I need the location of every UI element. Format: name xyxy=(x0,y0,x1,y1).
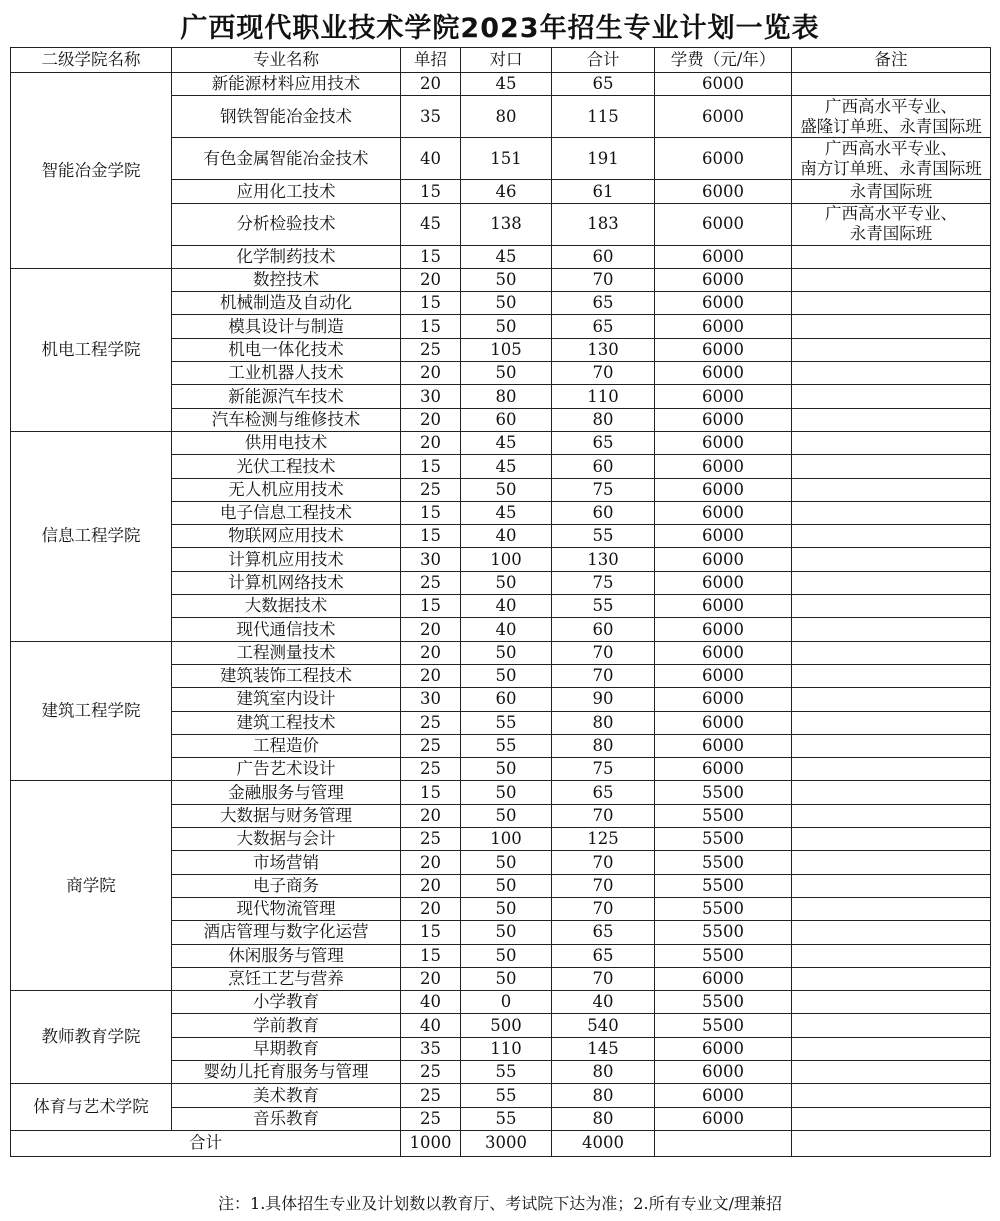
major-name: 新能源汽车技术 xyxy=(172,385,401,408)
remarks xyxy=(792,991,991,1014)
college-name: 智能冶金学院 xyxy=(11,73,172,269)
remarks xyxy=(792,1060,991,1083)
remarks xyxy=(792,180,991,203)
header-duikou: 对口 xyxy=(461,48,552,73)
danzhao-count: 35 xyxy=(401,1037,461,1060)
danzhao-count: 20 xyxy=(401,967,461,990)
remarks xyxy=(792,385,991,408)
total-count: 70 xyxy=(552,664,655,687)
remarks xyxy=(792,455,991,478)
tuition-fee: 5500 xyxy=(655,921,792,944)
table-row xyxy=(11,991,991,1014)
major-name: 钢铁智能冶金技术 xyxy=(172,96,401,138)
danzhao-count: 15 xyxy=(401,292,461,315)
total-count: 75 xyxy=(552,758,655,781)
duikou-count: 50 xyxy=(461,804,552,827)
duikou-count: 45 xyxy=(461,431,552,454)
total-count: 55 xyxy=(552,525,655,548)
summary-fee-empty xyxy=(655,1130,792,1156)
remarks xyxy=(792,73,991,96)
danzhao-count: 15 xyxy=(401,525,461,548)
total-count: 183 xyxy=(552,203,655,245)
total-count: 65 xyxy=(552,781,655,804)
remark-line: 永青国际班 xyxy=(849,224,933,244)
major-name: 现代通信技术 xyxy=(172,618,401,641)
total-count: 65 xyxy=(552,315,655,338)
tuition-fee: 6000 xyxy=(655,203,792,245)
tuition-fee: 6000 xyxy=(655,1107,792,1130)
major-name: 广告艺术设计 xyxy=(172,758,401,781)
remarks xyxy=(792,711,991,734)
remarks xyxy=(792,688,991,711)
duikou-count: 55 xyxy=(461,1107,552,1130)
remarks xyxy=(792,828,991,851)
duikou-count: 45 xyxy=(461,245,552,268)
total-count: 191 xyxy=(552,138,655,180)
danzhao-count: 15 xyxy=(401,781,461,804)
danzhao-count: 15 xyxy=(401,245,461,268)
college-name: 机电工程学院 xyxy=(11,268,172,431)
danzhao-count: 15 xyxy=(401,921,461,944)
total-count: 65 xyxy=(552,292,655,315)
major-name: 小学教育 xyxy=(172,991,401,1014)
duikou-count: 138 xyxy=(461,203,552,245)
duikou-count: 151 xyxy=(461,138,552,180)
remarks xyxy=(792,292,991,315)
remarks xyxy=(792,1037,991,1060)
duikou-count: 45 xyxy=(461,455,552,478)
tuition-fee: 6000 xyxy=(655,338,792,361)
total-count: 60 xyxy=(552,455,655,478)
major-name: 电子商务 xyxy=(172,874,401,897)
college-name: 信息工程学院 xyxy=(11,431,172,641)
remark-line: 广西高水平专业、 xyxy=(825,204,957,224)
remarks xyxy=(792,967,991,990)
tuition-fee: 6000 xyxy=(655,501,792,524)
summary-label: 合计 xyxy=(11,1130,401,1156)
major-name: 休闲服务与管理 xyxy=(172,944,401,967)
tuition-fee: 5500 xyxy=(655,874,792,897)
major-name: 电子信息工程技术 xyxy=(172,501,401,524)
tuition-fee: 6000 xyxy=(655,1037,792,1060)
major-name: 婴幼儿托育服务与管理 xyxy=(172,1060,401,1083)
duikou-count: 50 xyxy=(461,362,552,385)
total-count: 70 xyxy=(552,268,655,291)
tuition-fee: 6000 xyxy=(655,455,792,478)
table-row xyxy=(11,268,991,291)
duikou-count: 110 xyxy=(461,1037,552,1060)
remark-line: 南方订单班、永青国际班 xyxy=(800,158,982,178)
danzhao-count: 30 xyxy=(401,385,461,408)
danzhao-count: 20 xyxy=(401,874,461,897)
remarks xyxy=(792,618,991,641)
remarks xyxy=(792,921,991,944)
duikou-count: 50 xyxy=(461,268,552,291)
tuition-fee: 6000 xyxy=(655,431,792,454)
danzhao-count: 40 xyxy=(401,1014,461,1037)
duikou-count: 40 xyxy=(461,618,552,641)
danzhao-count: 20 xyxy=(401,664,461,687)
danzhao-count: 15 xyxy=(401,455,461,478)
total-count: 60 xyxy=(552,245,655,268)
total-count: 80 xyxy=(552,1084,655,1107)
duikou-count: 45 xyxy=(461,73,552,96)
tuition-fee: 6000 xyxy=(655,315,792,338)
danzhao-count: 25 xyxy=(401,1107,461,1130)
remarks xyxy=(792,338,991,361)
major-name: 分析检验技术 xyxy=(172,203,401,245)
tuition-fee: 6000 xyxy=(655,595,792,618)
tuition-fee: 5500 xyxy=(655,991,792,1014)
tuition-fee: 6000 xyxy=(655,292,792,315)
total-count: 70 xyxy=(552,362,655,385)
remarks xyxy=(792,664,991,687)
tuition-fee: 6000 xyxy=(655,571,792,594)
total-count: 90 xyxy=(552,688,655,711)
tuition-fee: 5500 xyxy=(655,781,792,804)
total-count: 65 xyxy=(552,921,655,944)
danzhao-count: 15 xyxy=(401,315,461,338)
remarks xyxy=(792,595,991,618)
total-count: 80 xyxy=(552,1107,655,1130)
danzhao-count: 30 xyxy=(401,548,461,571)
major-name: 建筑工程技术 xyxy=(172,711,401,734)
danzhao-count: 15 xyxy=(401,944,461,967)
tuition-fee: 6000 xyxy=(655,618,792,641)
duikou-count: 50 xyxy=(461,292,552,315)
table-row xyxy=(11,781,991,804)
total-count: 60 xyxy=(552,618,655,641)
header-major: 专业名称 xyxy=(172,48,401,73)
summary-total: 4000 xyxy=(552,1130,655,1156)
danzhao-count: 20 xyxy=(401,362,461,385)
remarks xyxy=(792,734,991,757)
remarks xyxy=(792,851,991,874)
duikou-count: 50 xyxy=(461,944,552,967)
remarks xyxy=(792,1107,991,1130)
major-name: 酒店管理与数字化运营 xyxy=(172,921,401,944)
remark-line: 盛隆订单班、永青国际班 xyxy=(800,116,982,136)
total-count: 75 xyxy=(552,478,655,501)
total-count: 60 xyxy=(552,501,655,524)
total-count: 80 xyxy=(552,1060,655,1083)
total-count: 70 xyxy=(552,897,655,920)
tuition-fee: 5500 xyxy=(655,897,792,920)
duikou-count: 50 xyxy=(461,641,552,664)
duikou-count: 50 xyxy=(461,664,552,687)
duikou-count: 105 xyxy=(461,338,552,361)
remark-line: 永青国际班 xyxy=(849,181,933,201)
tuition-fee: 6000 xyxy=(655,245,792,268)
major-name: 应用化工技术 xyxy=(172,180,401,203)
remarks xyxy=(792,571,991,594)
duikou-count: 50 xyxy=(461,571,552,594)
major-name: 早期教育 xyxy=(172,1037,401,1060)
tuition-fee: 6000 xyxy=(655,385,792,408)
table-row xyxy=(11,641,991,664)
danzhao-count: 25 xyxy=(401,478,461,501)
major-name: 汽车检测与维修技术 xyxy=(172,408,401,431)
duikou-count: 50 xyxy=(461,874,552,897)
tuition-fee: 6000 xyxy=(655,758,792,781)
total-count: 70 xyxy=(552,804,655,827)
duikou-count: 50 xyxy=(461,478,552,501)
remarks xyxy=(792,203,991,245)
remarks xyxy=(792,758,991,781)
major-name: 模具设计与制造 xyxy=(172,315,401,338)
danzhao-count: 20 xyxy=(401,641,461,664)
remarks xyxy=(792,315,991,338)
total-count: 70 xyxy=(552,874,655,897)
total-count: 61 xyxy=(552,180,655,203)
danzhao-count: 25 xyxy=(401,1084,461,1107)
duikou-count: 80 xyxy=(461,385,552,408)
total-count: 40 xyxy=(552,991,655,1014)
total-count: 130 xyxy=(552,338,655,361)
tuition-fee: 6000 xyxy=(655,1060,792,1083)
tuition-fee: 5500 xyxy=(655,804,792,827)
duikou-count: 55 xyxy=(461,1060,552,1083)
tuition-fee: 5500 xyxy=(655,828,792,851)
tuition-fee: 6000 xyxy=(655,268,792,291)
danzhao-count: 20 xyxy=(401,897,461,920)
danzhao-count: 25 xyxy=(401,338,461,361)
danzhao-count: 40 xyxy=(401,138,461,180)
tuition-fee: 6000 xyxy=(655,548,792,571)
summary-row xyxy=(11,1130,991,1156)
remarks xyxy=(792,408,991,431)
page-title: 广西现代职业技术学院2023年招生专业计划一览表 xyxy=(180,13,820,44)
total-count: 55 xyxy=(552,595,655,618)
tuition-fee: 5500 xyxy=(655,851,792,874)
tuition-fee: 6000 xyxy=(655,478,792,501)
duikou-count: 40 xyxy=(461,525,552,548)
duikou-count: 55 xyxy=(461,1084,552,1107)
tuition-fee: 6000 xyxy=(655,711,792,734)
major-name: 大数据技术 xyxy=(172,595,401,618)
total-count: 65 xyxy=(552,73,655,96)
summary-danzhao: 1000 xyxy=(401,1130,461,1156)
enrollment-plan-table xyxy=(10,47,991,1157)
remarks xyxy=(792,548,991,571)
major-name: 建筑室内设计 xyxy=(172,688,401,711)
duikou-count: 50 xyxy=(461,921,552,944)
danzhao-count: 25 xyxy=(401,711,461,734)
duikou-count: 100 xyxy=(461,828,552,851)
danzhao-count: 25 xyxy=(401,758,461,781)
table-body xyxy=(11,73,991,1131)
duikou-count: 50 xyxy=(461,897,552,920)
tuition-fee: 5500 xyxy=(655,944,792,967)
tuition-fee: 6000 xyxy=(655,734,792,757)
remark-line: 广西高水平专业、 xyxy=(825,97,957,116)
table-row xyxy=(11,73,991,96)
duikou-count: 50 xyxy=(461,781,552,804)
total-count: 80 xyxy=(552,408,655,431)
tuition-fee: 6000 xyxy=(655,408,792,431)
duikou-count: 45 xyxy=(461,501,552,524)
duikou-count: 46 xyxy=(461,180,552,203)
tuition-fee: 6000 xyxy=(655,362,792,385)
total-count: 65 xyxy=(552,431,655,454)
duikou-count: 40 xyxy=(461,595,552,618)
total-count: 65 xyxy=(552,944,655,967)
remarks xyxy=(792,525,991,548)
header-notes: 备注 xyxy=(792,48,991,73)
remarks xyxy=(792,96,991,138)
header-college: 二级学院名称 xyxy=(11,48,172,73)
danzhao-count: 45 xyxy=(401,203,461,245)
tuition-fee: 6000 xyxy=(655,641,792,664)
college-name: 教师教育学院 xyxy=(11,991,172,1084)
major-name: 数控技术 xyxy=(172,268,401,291)
total-count: 70 xyxy=(552,967,655,990)
major-name: 建筑装饰工程技术 xyxy=(172,664,401,687)
major-name: 音乐教育 xyxy=(172,1107,401,1130)
header-fee: 学费（元/年） xyxy=(655,48,792,73)
summary-notes-empty xyxy=(792,1130,991,1156)
total-count: 115 xyxy=(552,96,655,138)
danzhao-count: 15 xyxy=(401,595,461,618)
danzhao-count: 35 xyxy=(401,96,461,138)
tuition-fee: 6000 xyxy=(655,967,792,990)
danzhao-count: 20 xyxy=(401,408,461,431)
college-name: 体育与艺术学院 xyxy=(11,1084,172,1131)
remarks xyxy=(792,897,991,920)
remarks xyxy=(792,431,991,454)
total-count: 70 xyxy=(552,641,655,664)
major-name: 工程测量技术 xyxy=(172,641,401,664)
remark-line: 广西高水平专业、 xyxy=(825,139,957,158)
major-name: 市场营销 xyxy=(172,851,401,874)
remarks xyxy=(792,268,991,291)
total-count: 80 xyxy=(552,711,655,734)
danzhao-count: 25 xyxy=(401,571,461,594)
duikou-count: 80 xyxy=(461,96,552,138)
remarks xyxy=(792,641,991,664)
major-name: 机械制造及自动化 xyxy=(172,292,401,315)
duikou-count: 500 xyxy=(461,1014,552,1037)
duikou-count: 50 xyxy=(461,315,552,338)
danzhao-count: 20 xyxy=(401,804,461,827)
duikou-count: 55 xyxy=(461,734,552,757)
major-name: 学前教育 xyxy=(172,1014,401,1037)
major-name: 计算机应用技术 xyxy=(172,548,401,571)
danzhao-count: 20 xyxy=(401,73,461,96)
danzhao-count: 25 xyxy=(401,828,461,851)
major-name: 工程造价 xyxy=(172,734,401,757)
remarks xyxy=(792,944,991,967)
major-name: 美术教育 xyxy=(172,1084,401,1107)
remarks xyxy=(792,1084,991,1107)
remarks xyxy=(792,874,991,897)
duikou-count: 100 xyxy=(461,548,552,571)
danzhao-count: 25 xyxy=(401,1060,461,1083)
total-count: 110 xyxy=(552,385,655,408)
major-name: 计算机网络技术 xyxy=(172,571,401,594)
table-row xyxy=(11,431,991,454)
major-name: 物联网应用技术 xyxy=(172,525,401,548)
remarks xyxy=(792,501,991,524)
remarks xyxy=(792,362,991,385)
remarks xyxy=(792,804,991,827)
header-row xyxy=(11,48,991,73)
duikou-count: 60 xyxy=(461,408,552,431)
danzhao-count: 20 xyxy=(401,618,461,641)
major-name: 金融服务与管理 xyxy=(172,781,401,804)
major-name: 无人机应用技术 xyxy=(172,478,401,501)
danzhao-count: 15 xyxy=(401,180,461,203)
major-name: 光伏工程技术 xyxy=(172,455,401,478)
table-row xyxy=(11,1084,991,1107)
major-name: 新能源材料应用技术 xyxy=(172,73,401,96)
remarks xyxy=(792,1014,991,1037)
tuition-fee: 6000 xyxy=(655,180,792,203)
danzhao-count: 20 xyxy=(401,268,461,291)
danzhao-count: 30 xyxy=(401,688,461,711)
remarks xyxy=(792,245,991,268)
danzhao-count: 25 xyxy=(401,734,461,757)
duikou-count: 50 xyxy=(461,758,552,781)
major-name: 大数据与财务管理 xyxy=(172,804,401,827)
danzhao-count: 15 xyxy=(401,501,461,524)
total-count: 130 xyxy=(552,548,655,571)
tuition-fee: 6000 xyxy=(655,73,792,96)
total-count: 540 xyxy=(552,1014,655,1037)
tuition-fee: 6000 xyxy=(655,688,792,711)
college-name: 商学院 xyxy=(11,781,172,991)
duikou-count: 60 xyxy=(461,688,552,711)
duikou-count: 55 xyxy=(461,711,552,734)
major-name: 工业机器人技术 xyxy=(172,362,401,385)
remarks xyxy=(792,138,991,180)
total-count: 80 xyxy=(552,734,655,757)
major-name: 烹饪工艺与营养 xyxy=(172,967,401,990)
major-name: 机电一体化技术 xyxy=(172,338,401,361)
major-name: 大数据与会计 xyxy=(172,828,401,851)
major-name: 有色金属智能冶金技术 xyxy=(172,138,401,180)
total-count: 70 xyxy=(552,851,655,874)
total-count: 125 xyxy=(552,828,655,851)
major-name: 现代物流管理 xyxy=(172,897,401,920)
footer-note: 注：1.具体招生专业及计划数以教育厅、考试院下达为准；2.所有专业文/理兼招 xyxy=(218,1194,782,1213)
danzhao-count: 40 xyxy=(401,991,461,1014)
danzhao-count: 20 xyxy=(401,851,461,874)
total-count: 75 xyxy=(552,571,655,594)
tuition-fee: 6000 xyxy=(655,96,792,138)
tuition-fee: 6000 xyxy=(655,525,792,548)
tuition-fee: 6000 xyxy=(655,138,792,180)
tuition-fee: 6000 xyxy=(655,664,792,687)
total-count: 145 xyxy=(552,1037,655,1060)
remarks xyxy=(792,478,991,501)
tuition-fee: 5500 xyxy=(655,1014,792,1037)
major-name: 供用电技术 xyxy=(172,431,401,454)
duikou-count: 50 xyxy=(461,851,552,874)
summary-duikou: 3000 xyxy=(461,1130,552,1156)
danzhao-count: 20 xyxy=(401,431,461,454)
header-total: 合计 xyxy=(552,48,655,73)
duikou-count: 0 xyxy=(461,991,552,1014)
major-name: 化学制药技术 xyxy=(172,245,401,268)
tuition-fee: 6000 xyxy=(655,1084,792,1107)
duikou-count: 50 xyxy=(461,967,552,990)
remarks xyxy=(792,781,991,804)
header-danzhao: 单招 xyxy=(401,48,461,73)
college-name: 建筑工程学院 xyxy=(11,641,172,781)
